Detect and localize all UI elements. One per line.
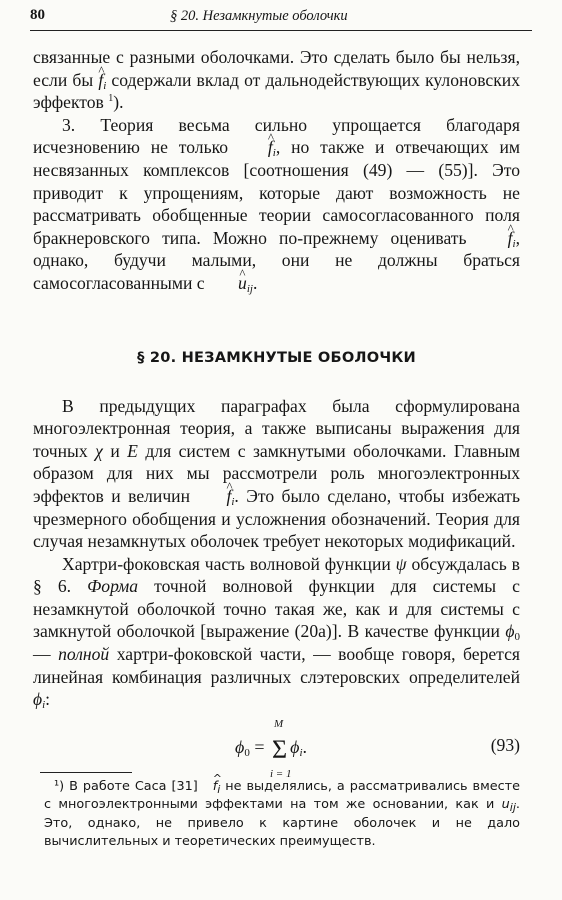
- phi-symbol: ϕ: [290, 736, 300, 757]
- text: В предыдущих параграфах была сформулирована многоэлектронная теория, а также выписаны выражения для точных: [33, 395, 520, 461]
- text: не выделялись, а рассматривались вместе с многоэлектронными эффектами на том же основании, как и: [44, 779, 520, 813]
- text: связанные с разными оболочками. Это сделать было бы нельзя, если бы: [33, 47, 520, 90]
- subscript: 0: [244, 746, 250, 759]
- phi-symbol: ϕ: [505, 621, 515, 642]
- sum-lower-limit: i = 1: [269, 767, 292, 780]
- paragraph-intro: [33, 395, 520, 553]
- symbol: f: [507, 227, 513, 248]
- emphasis: полной: [58, 644, 110, 665]
- subscript: ij: [509, 801, 516, 815]
- text: 3. Теория весьма сильно упрощается благодаря исчезновению не только: [33, 114, 520, 158]
- paragraph-point-3: [33, 114, 520, 295]
- symbol: f: [226, 485, 232, 506]
- text: хартри-фоковской части, — вообще говоря, берется линейная комбинация различных слэтеровских определителей: [33, 644, 520, 687]
- text: обсуждалась в § 6.: [33, 553, 520, 597]
- f-hat-symbol: [239, 136, 273, 159]
- text: . Это, однако, не привело к картине оболочек и не дало вычислительных и теоретических преимуществ.: [44, 797, 520, 849]
- subscript: i: [217, 783, 221, 796]
- phi-symbol: ϕ: [235, 736, 245, 757]
- subscript: i: [42, 699, 46, 712]
- page-body: [33, 46, 520, 781]
- text: и: [102, 440, 128, 461]
- subscript: i: [272, 147, 276, 160]
- f-hat-symbol: [98, 69, 103, 92]
- psi-symbol: ψ: [395, 553, 407, 574]
- symbol: f: [267, 137, 273, 158]
- u-symbol: u: [501, 797, 510, 813]
- symbol: f: [98, 69, 104, 90]
- subscript: i: [512, 237, 516, 250]
- chi-symbol: χ: [95, 440, 103, 461]
- period: .: [302, 736, 308, 757]
- sum-upper-limit: M: [273, 717, 284, 730]
- running-header: [30, 7, 530, 29]
- header-rule: [30, 30, 532, 31]
- footnote-rule: [40, 772, 132, 773]
- sigma: Σ: [271, 734, 288, 764]
- text: Хартри-фоковская часть волновой функции: [62, 553, 396, 574]
- f-hat-symbol: [197, 485, 231, 508]
- section-heading: § 20. НЕЗАМКНУТЫЕ ОБОЛОЧКИ: [137, 348, 416, 366]
- u-hat-symbol: [209, 272, 247, 295]
- subscript: i: [103, 79, 107, 92]
- f-hat-symbol: [203, 778, 221, 796]
- footnote: [44, 778, 520, 851]
- equation-number: (93): [490, 734, 520, 755]
- subscript: ij: [246, 282, 253, 295]
- symbol: f: [212, 779, 218, 794]
- equals-sign: =: [249, 736, 269, 757]
- paragraph-continuation: [33, 46, 520, 114]
- text: . Это было сделано, чтобы избежать чрезмерного обобщения и усложнения обозначений. Теория для случая незамкнутых оболочек требует некоторых модификаций.: [33, 485, 520, 552]
- phi-symbol: ϕ: [33, 689, 43, 710]
- equation-formula: [235, 717, 308, 780]
- text: для систем с замкнутыми оболочками. Главным образом для них мы рассмотрели роль многоэлектронных эффектов и величин: [33, 440, 520, 506]
- f-hat-symbol: [479, 227, 513, 250]
- energy-symbol: E: [127, 440, 138, 461]
- text: —: [33, 644, 59, 665]
- running-title: § 20. Незамкнутые оболочки: [170, 8, 348, 24]
- text: .: [252, 272, 258, 293]
- text: , но также и отвечающих им несвязанных комплексов [соотношения (49) — (55)]. Это приводит к упрощениям, которые дают возможность не рассматривать обобщенные теории самосогласованного поля бракнеровского типа. Можно по-прежнему оценивать: [33, 137, 520, 248]
- subscript: i: [299, 746, 303, 759]
- summation-sign: [269, 717, 292, 780]
- text: ¹) В работе Саса [31]: [54, 779, 203, 794]
- page-number: 80: [30, 7, 45, 23]
- text: , однако, будучи малыми, они не должны браться самосогласованными с: [33, 227, 520, 293]
- emphasis: Форма: [87, 576, 139, 597]
- footnote-marker[interactable]: 1: [108, 93, 114, 105]
- text: :: [45, 689, 51, 710]
- text: точной волновой функции для системы с незамкнутой оболочкой точно такая же, как и для системы с замкнутой оболочкой [выражение (20а)]. В качестве функции: [33, 576, 520, 642]
- subscript: 0: [514, 631, 520, 644]
- symbol: u: [238, 272, 247, 293]
- text: содержали вклад от дальнодействующих кулоновских эффектов: [33, 69, 520, 113]
- paragraph-hartree-fock: [33, 553, 520, 711]
- subscript: i: [231, 495, 235, 508]
- text: ).: [113, 92, 124, 113]
